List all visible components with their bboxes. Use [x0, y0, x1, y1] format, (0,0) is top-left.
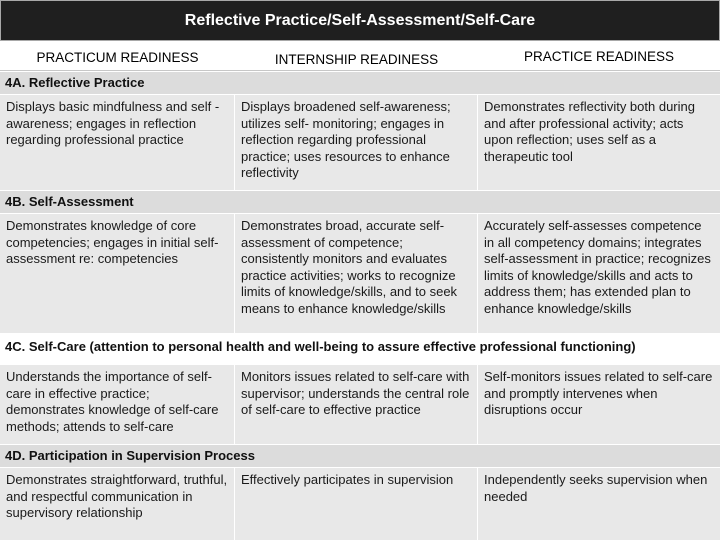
table-row	[0, 365, 720, 446]
column-header-internship-label: INTERNSHIP READINESS	[274, 52, 439, 67]
table-cell: Effectively participates in supervision	[235, 468, 478, 540]
section-heading-reflective-practice: 4A. Reflective Practice	[0, 71, 720, 95]
section-heading-self-assessment: 4B. Self-Assessment	[0, 190, 720, 214]
column-header-practicum	[0, 41, 235, 71]
section-heading-self-care: 4C. Self-Care (attention to personal health and well-being to assure effective professional functioning)	[0, 333, 720, 365]
table-row	[0, 468, 720, 540]
column-header-practicum-label: PRACTICUM READINESS	[36, 50, 199, 65]
table-cell: Independently seeks supervision when needed	[484, 472, 708, 504]
table-cell: Demonstrates broad, accurate self-assessment of competence; consistently monitors and evaluates practice activities; works to recognize limits of knowledge/skills, and to seek means to enhance knowledge/skills	[235, 214, 478, 333]
table-cell: Demonstrates straightforward, truthful, and respectful communication in supervisory relationship	[0, 468, 235, 540]
column-header-practice	[478, 41, 720, 71]
column-header-internship	[235, 41, 478, 71]
table-cell: Displays basic mindfulness and self -awareness; engages in reflection regarding professional practice	[0, 95, 235, 192]
table-cell: Self-monitors issues related to self-care and promptly intervenes when disruptions occur	[484, 369, 713, 418]
table-cell: Monitors issues related to self-care with supervisor; understands the central role of self-care to effective practice	[235, 365, 478, 446]
table-cell: Understands the importance of self-care in effective practice; demonstrates knowledge of self-care methods; attends to self-care	[0, 365, 235, 446]
table-row	[0, 214, 720, 333]
table-title: Reflective Practice/Self-Assessment/Self-Care	[0, 0, 720, 41]
table-cell: Demonstrates knowledge of core competencies; engages in initial self-assessment re: competencies	[0, 214, 235, 333]
table-cell: Displays broadened self-awareness; utilizes self- monitoring; engages in reflection regarding professional practice; uses resources to enhance reflectivity	[235, 95, 478, 192]
table-row	[0, 95, 720, 192]
column-header-practice-label: PRACTICE READINESS	[523, 49, 675, 64]
table-cell: Accurately self-assesses competence in all competency domains; integrates self-assessment in practice; recognizes limits of knowledge/skills and acts to address them; has extended plan to enhance knowledge/skills	[484, 218, 711, 316]
table-cell: Demonstrates reflectivity both during and after professional activity; acts upon reflection; uses self as a therapeutic tool	[484, 99, 695, 164]
section-heading-supervision: 4D. Participation in Supervision Process	[0, 444, 720, 468]
